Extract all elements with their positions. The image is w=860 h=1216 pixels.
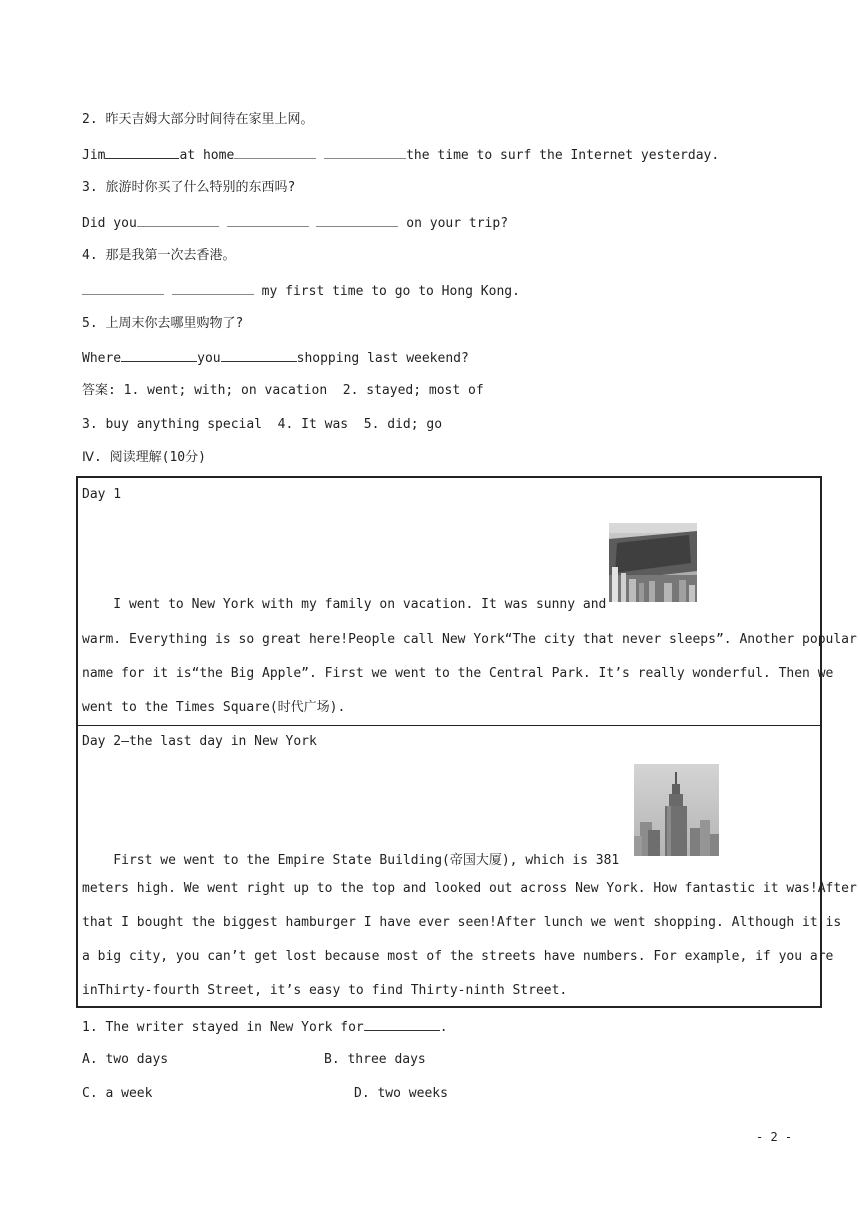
q4-english: my first time to go to Hong Kong. xyxy=(82,282,520,300)
blank[interactable] xyxy=(227,214,309,227)
day2-line-2: meters high. We went right up to the top and looked out across New York. How fantastic it was!After xyxy=(82,881,857,896)
q4-chinese: 4. 那是我第一次去香港。 xyxy=(82,248,236,263)
day2-title: Day 2—the last day in New York xyxy=(82,734,317,749)
blank[interactable] xyxy=(364,1018,440,1031)
q5-chinese: 5. 上周末你去哪里购物了? xyxy=(82,316,244,331)
option-a[interactable]: A. two days xyxy=(82,1052,169,1067)
day1-line-3: name for it is“the Big Apple”. First we went to the Central Park. It’s really wonderful. Then we xyxy=(82,666,834,681)
day1-line-2: warm. Everything is so great here!People call New York“The city that never sleeps”. Another popular xyxy=(82,632,857,647)
blank[interactable] xyxy=(172,282,254,295)
blank[interactable] xyxy=(316,214,398,227)
day2-line-3: that I bought the biggest hamburger I have ever seen!After lunch we went shopping. Although it is xyxy=(82,915,842,930)
q3-chinese: 3. 旅游时你买了什么特别的东西吗? xyxy=(82,180,296,195)
option-b[interactable]: B. three days xyxy=(324,1052,426,1067)
blank[interactable] xyxy=(137,214,219,227)
blank[interactable] xyxy=(221,349,297,362)
option-c[interactable]: C. a week xyxy=(82,1086,153,1101)
day1-title: Day 1 xyxy=(82,487,122,502)
blank[interactable] xyxy=(234,146,316,159)
q2-english: Jim at home the time to surf the Internet yesterday. xyxy=(82,148,720,163)
question1-stem: 1. The writer stayed in New York for . xyxy=(82,1020,448,1035)
q2-chinese: 2. 昨天吉姆大部分时间待在家里上网。 xyxy=(82,112,314,127)
blank[interactable] xyxy=(121,349,197,362)
day1-line-4: went to the Times Square(时代广场). xyxy=(82,700,346,715)
day1-line-1: I went to New York with my family on vacation. It was sunny and xyxy=(82,597,607,612)
answer-line-1: 答案: 1. went; with; on vacation 2. stayed; most of xyxy=(82,383,484,398)
blank[interactable] xyxy=(82,282,164,295)
page-number: - 2 - xyxy=(756,1130,793,1144)
section-heading: Ⅳ. 阅读理解(10分) xyxy=(82,450,206,465)
day2-line-5: inThirty-fourth Street, it’s easy to find Thirty-ninth Street. xyxy=(82,983,568,998)
day2-line-1: First we went to the Empire State Building(帝国大厦), which is 381 xyxy=(82,853,620,868)
answer-line-2: 3. buy anything special 4. It was 5. did; go xyxy=(82,417,443,432)
blank[interactable] xyxy=(105,146,179,159)
q5-english: Where you shopping last weekend? xyxy=(82,351,469,366)
option-d[interactable]: D. two weeks xyxy=(354,1086,448,1101)
q3-english: Did you on your trip? xyxy=(82,216,509,231)
empire-state-building-photo xyxy=(634,764,719,856)
blank[interactable] xyxy=(324,146,406,159)
day2-line-4: a big city, you can’t get lost because most of the streets have numbers. For example, if you are xyxy=(82,949,834,964)
central-park-photo xyxy=(609,523,697,602)
